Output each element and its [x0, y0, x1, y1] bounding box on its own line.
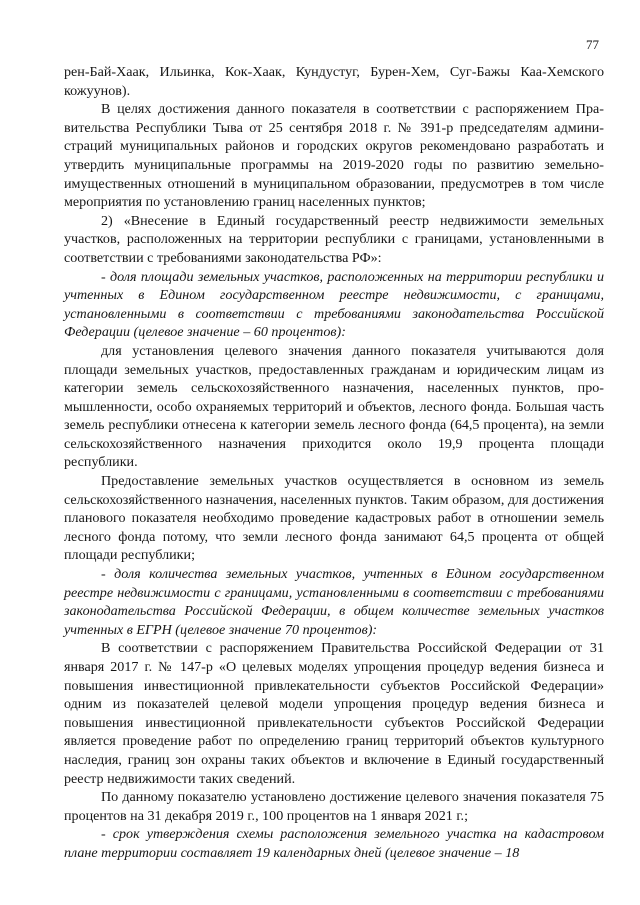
indicator-land-area-share: - доля площади земельных участков, расположенных на территории республики и учтенных в Едином государственном реестре недвижимости, с границами, установленными в соответствии с требованиями законодательства Российской Федерации (целевое значение – 60 процентов): — [64, 268, 604, 341]
document-body — [64, 63, 604, 863]
paragraph-item-2-heading: 2) «Внесение в Единый государственный реестр недвижимости земельных участков, расположенных на территории республики с границами, установленными в соответствии с требованиями законодательства РФ»: — [64, 212, 604, 266]
paragraph-target-value: для установления целевого значения данного показателя учитываются доля площади земельных участков, предоставленных гражданам и юридическим лицам из категории земель сельскохозяйственного назначения, населенных пунктов, промышленности, особо охраняемых территорий и объектов, лесного фонда. Большая часть земель республики отнесена к категории земель лесного фонда (64,5 процента), на земли сельскохозяйственного назначения приходится около 19,9 процента площади республики. — [64, 342, 604, 471]
paragraph-regulation: В целях достижения данного показателя в соответствии с распоряжением Правительства Республики Тыва от 25 сентября 2018 г. № 391-р председателям администраций муниципальных районов и городских округов рекомендовано разработать и утвердить муниципальные программы на 2019-2020 годы по развитию земельно-имущественных отношений в муниципальном образовании, предусмотрев в том числе мероприятия по установлению границ населенных пунктов; — [64, 101, 604, 211]
paragraph-land-provision: Предоставление земельных участков осуществляется в основном из земель сельскохозяйственного назначения, населенных пунктов. Таким образом, для достижения планового показателя необходимо проведение кадастровых работ в отношении земель лесного фонда потому, что земли лесного фонда занимают 64,5 процента от общей площади республики; — [64, 473, 604, 564]
indicator-land-plots-share: - доля количества земельных участков, учтенных в Едином государственном реестре недвижимости с границами, установленными в соответствии с требованиями законодательства Российской Федерации, в общем количестве земельных участков учтенных в ЕГРН (целевое значение 70 процентов): — [64, 566, 604, 638]
indicator-approval-term: - срок утверждения схемы расположения земельного участка на кадастровом плане территории составляет 19 календарных дней (целевое значение – 18 — [64, 826, 604, 861]
paragraph-target-achievement: По данному показателю установлено достижение целевого значения показателя 75 процентов на 31 декабря 2019 г., 100 процентов на 1 января 2021 г.; — [64, 789, 604, 824]
paragraph-government-order: В соответствии с распоряжением Правительства Российской Федерации от 31 января 2017 г. № 147-р «О целевых моделях упрощения процедур ведения бизнеса и повышения инвестиционной привлекательности субъектов Российской Федерации» одним из показателей целевой модели упрощения процедур ведения бизнеса и повышения инвестиционной привлекательности субъектов Российской Федерации является проведение работ по определению границ территорий объектов культурного наследия, границ зон охраны таких объектов и включение в Единый государственный реестр недвижимости таких сведений. — [64, 640, 604, 787]
page-number: 77 — [586, 37, 599, 52]
paragraph-continuation: рен-Бай-Хаак, Ильинка, Кок-Хаак, Кундустуг, Бурен-Хем, Суг-Бажы Каа-Хемского кожуунов). — [64, 64, 604, 99]
